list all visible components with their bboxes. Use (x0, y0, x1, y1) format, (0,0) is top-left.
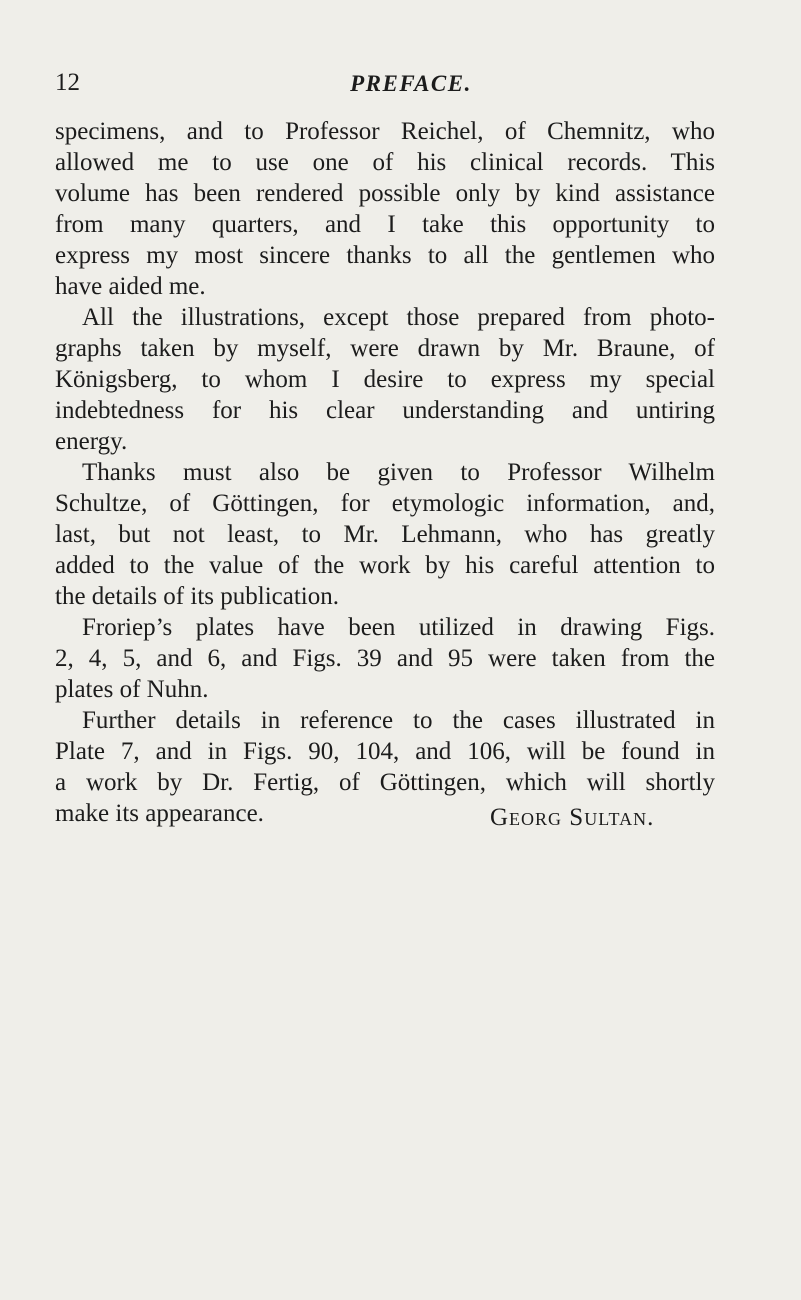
text-line: graphs taken by myself, were drawn by Mr. Braune, of (55, 335, 715, 362)
page-number: 12 (55, 69, 80, 96)
text-line: Königsberg, to whom I desire to express my special (55, 366, 715, 393)
text-line: Schultze, of Göttingen, for etymologic information, and, (55, 490, 715, 517)
body-text (55, 116, 715, 829)
text-line: plates of Nuhn. (55, 676, 209, 703)
text-line: added to the value of the work by his careful attention to (55, 552, 715, 579)
text-line: express my most sincere thanks to all the gentlemen who (55, 242, 715, 269)
author-signature: Georg Sultan. (490, 804, 655, 831)
text-line: last, but not least, to Mr. Lehmann, who has greatly (55, 521, 715, 548)
text-line: Thanks must also be given to Professor Wilhelm (82, 459, 715, 486)
text-line: specimens, and to Professor Reichel, of Chemnitz, who (55, 118, 715, 145)
text-line: allowed me to use one of his clinical records. This (55, 149, 715, 176)
text-line: Plate 7, and in Figs. 90, 104, and 106, will be found in (55, 738, 715, 765)
text-line: a work by Dr. Fertig, of Göttingen, which will shortly (55, 769, 715, 796)
text-line: All the illustrations, except those prepared from photo- (82, 304, 715, 331)
text-line: make its appearance. (55, 800, 264, 827)
text-line: energy. (55, 428, 128, 455)
text-line: have aided me. (55, 273, 206, 300)
text-line: the details of its publication. (55, 583, 339, 610)
text-line: volume has been rendered possible only by kind assistance (55, 180, 715, 207)
text-line: indebtedness for his clear understanding and untiring (55, 397, 715, 424)
text-line: Further details in reference to the cases illustrated in (82, 707, 715, 734)
running-head: PREFACE. (350, 71, 472, 96)
text-line: Froriep’s plates have been utilized in drawing Figs. (82, 614, 715, 641)
text-line: from many quarters, and I take this opportunity to (55, 211, 715, 238)
text-line: 2, 4, 5, and 6, and Figs. 39 and 95 were taken from the (55, 645, 715, 672)
page-header (55, 68, 705, 108)
